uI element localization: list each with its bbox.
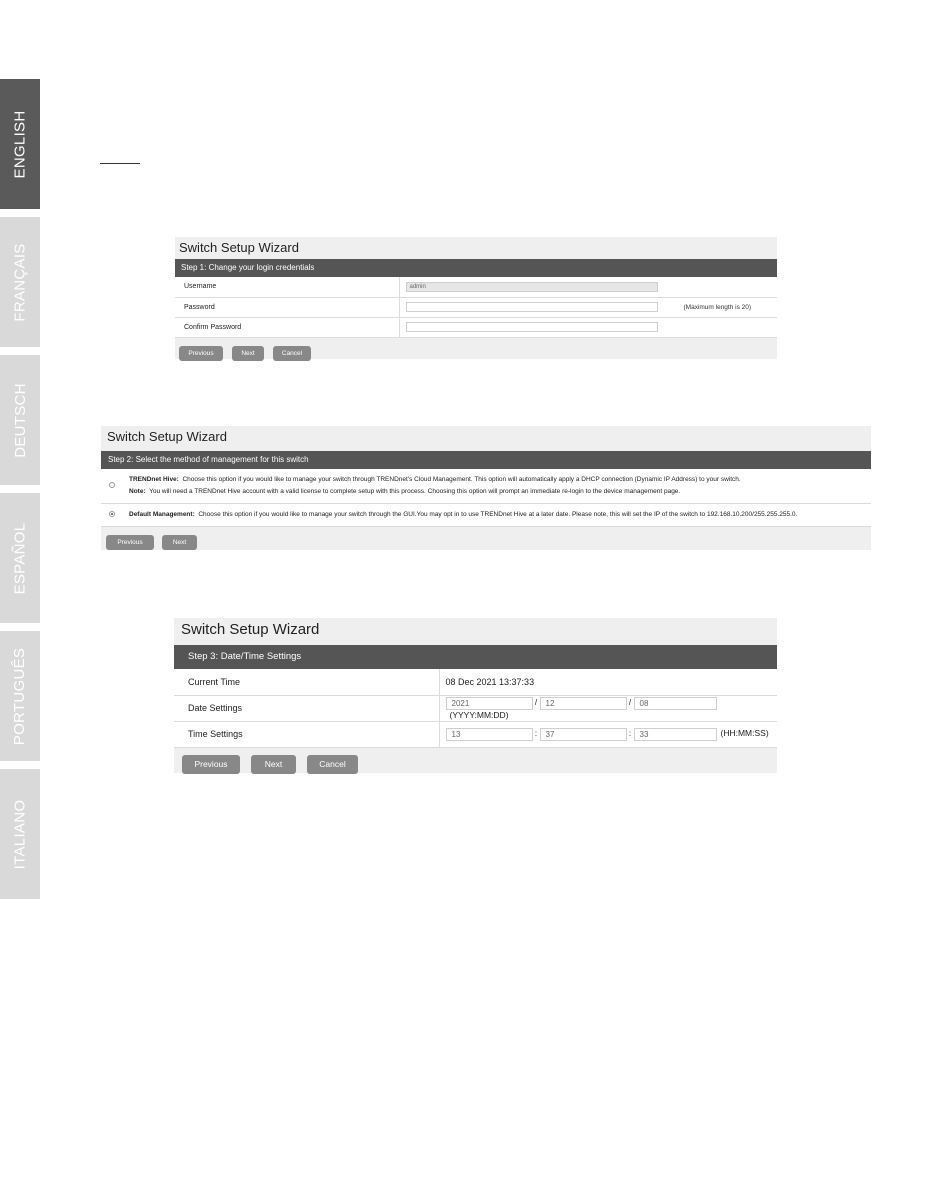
password-note: (Maximum length is 20) — [683, 303, 752, 311]
table-row — [175, 277, 777, 297]
table-row — [174, 695, 777, 721]
time-separator: : — [628, 729, 632, 739]
credentials-table — [175, 277, 777, 338]
table-row — [101, 504, 871, 527]
step-header: Step 3: Date/Time Settings — [174, 645, 777, 669]
cancel-button[interactable]: Cancel — [273, 346, 311, 361]
confirm-password-field[interactable] — [406, 322, 658, 332]
radio-cell — [101, 504, 123, 527]
tab-francais[interactable] — [0, 217, 40, 347]
wizard-title: Switch Setup Wizard — [181, 621, 320, 638]
table-row — [174, 721, 777, 747]
next-button[interactable]: Next — [232, 346, 264, 361]
step-header: Step 2: Select the method of management for this switch — [101, 451, 871, 469]
table-row — [175, 317, 777, 337]
date-separator: / — [628, 698, 632, 708]
date-format-hint: (YYYY:MM:DD) — [449, 709, 509, 720]
datetime-table — [174, 669, 777, 748]
year-input[interactable]: 2021 — [446, 697, 533, 710]
time-settings-cell — [439, 721, 777, 747]
wizard-step3-panel — [174, 618, 777, 773]
time-format-hint: (HH:MM:SS) — [720, 728, 769, 739]
wizard-step2-panel — [101, 426, 871, 550]
second-input[interactable]: 33 — [634, 728, 717, 741]
button-row — [101, 527, 871, 550]
confirm-password-cell — [399, 317, 777, 337]
default-option-name: Default Management: — [129, 511, 195, 518]
current-time-label: Current Time — [174, 669, 439, 695]
tab-espanol[interactable] — [0, 493, 40, 623]
table-row — [175, 297, 777, 317]
divider — [100, 163, 140, 164]
next-button[interactable]: Next — [251, 755, 296, 774]
hive-radio[interactable] — [109, 482, 115, 488]
wizard-title: Switch Setup Wizard — [107, 429, 227, 444]
tab-label: ESPAÑOL — [11, 522, 29, 594]
date-separator: / — [534, 698, 538, 708]
previous-button[interactable]: Previous — [182, 755, 240, 774]
tab-deutsch[interactable] — [0, 355, 40, 485]
default-option-text: Choose this option if you would like to manage your switch through the GUI.You may opt in to use TRENDnet Hive at a later date. Please note, this will set the IP of the switch to 192.168.10.200/255.255.255.0. — [198, 511, 798, 518]
button-row — [175, 338, 777, 361]
tab-portugues[interactable] — [0, 631, 40, 761]
tab-italiano[interactable] — [0, 769, 40, 899]
password-label: Password — [175, 297, 399, 317]
hive-note-label: Note: — [129, 488, 146, 495]
month-input[interactable]: 12 — [540, 697, 627, 710]
cancel-button[interactable]: Cancel — [307, 755, 358, 774]
table-row — [174, 669, 777, 695]
step-header: Step 1: Change your login credentials — [175, 259, 777, 277]
tab-label: DEUTSCH — [11, 382, 29, 458]
previous-button[interactable]: Previous — [179, 346, 223, 361]
management-options-table — [101, 469, 871, 527]
username-label: Username — [175, 277, 399, 297]
tab-label: FRANÇAIS — [11, 242, 29, 322]
wizard-step1-panel — [175, 237, 777, 359]
hive-option-description — [123, 469, 871, 504]
wizard-title: Switch Setup Wizard — [179, 240, 299, 255]
hive-option-text: Choose this option if you would like to manage your switch through TRENDnet's Cloud Management. This option will automatically apply a DHCP connection (Dynamic IP Address) to your switch. — [182, 476, 741, 483]
hive-note-text: You will need a TRENDnet Hive account with a valid license to complete setup with this process. Choosing this option will prompt an immediate re-login to the device management page. — [149, 488, 681, 495]
username-field[interactable]: admin — [406, 282, 658, 292]
table-row — [101, 469, 871, 504]
tab-english[interactable] — [0, 79, 40, 209]
time-separator: : — [534, 729, 538, 739]
default-management-radio[interactable] — [109, 511, 115, 517]
time-settings-label: Time Settings — [174, 721, 439, 747]
hour-input[interactable]: 13 — [446, 728, 533, 741]
date-settings-label: Date Settings — [174, 695, 439, 721]
button-row — [174, 748, 777, 774]
next-button[interactable]: Next — [162, 535, 197, 550]
password-cell — [399, 297, 777, 317]
day-input[interactable]: 08 — [634, 697, 717, 710]
default-option-description — [123, 504, 871, 527]
date-settings-cell — [439, 695, 777, 721]
username-cell — [399, 277, 777, 297]
previous-button[interactable]: Previous — [106, 535, 154, 550]
minute-input[interactable]: 37 — [540, 728, 627, 741]
tab-label: PORTUGUÊS — [11, 647, 29, 745]
current-time-value: 08 Dec 2021 13:37:33 — [439, 669, 777, 695]
radio-cell — [101, 469, 123, 504]
tab-label: ENGLISH — [11, 110, 29, 178]
hive-option-name: TRENDnet Hive: — [129, 476, 179, 483]
confirm-password-label: Confirm Password — [175, 317, 399, 337]
password-field[interactable] — [406, 302, 658, 312]
tab-label: ITALIANO — [11, 799, 29, 869]
